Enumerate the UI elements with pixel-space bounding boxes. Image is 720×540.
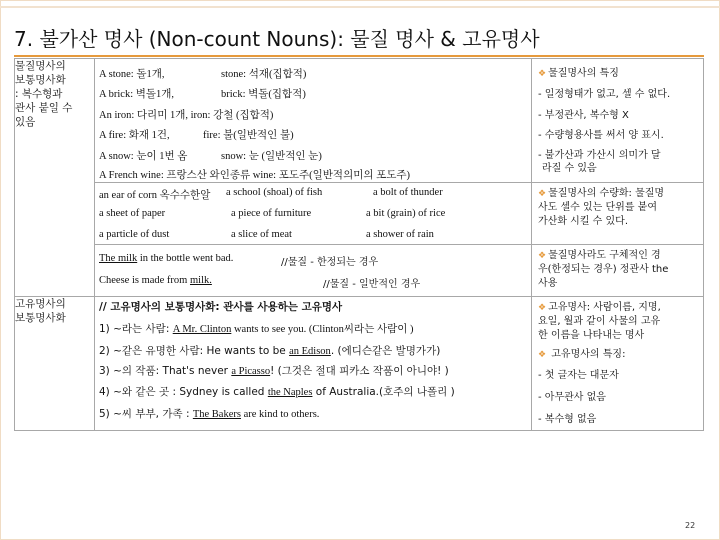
- proper-label-line: 고유명사의: [15, 298, 66, 310]
- quantification-line: 사도 셀수 있는 단위를 붙여: [538, 202, 657, 213]
- example-underlined: A Mr. Clinton: [172, 324, 232, 335]
- milk-row: [15, 245, 704, 297]
- bullet-icon: ❖: [538, 251, 547, 261]
- definite-text: 물질명사라도 구체적인 경: [548, 250, 661, 261]
- quantification-cell: [532, 183, 704, 245]
- bullet-icon: ❖: [538, 350, 547, 360]
- example-underlined: a Picasso: [231, 366, 271, 377]
- feature-line: - 수량형용사를 써서 양 표시.: [538, 130, 664, 141]
- proper-feature-line: - 첫 글자는 대문자: [538, 370, 619, 381]
- unit-item: an ear of corn 옥수수한알: [99, 190, 211, 201]
- milk-rest: Cheese is made from: [99, 275, 190, 286]
- milk-note-1: //물질 - 한정되는 경우: [281, 257, 379, 268]
- example-text: are kind to others.: [240, 409, 320, 420]
- definite-article-cell: [532, 245, 704, 297]
- unit-item: a bolt of thunder: [373, 187, 443, 198]
- proper-feature-line: - 복수형 없음: [538, 414, 597, 425]
- grammar-table: [14, 58, 704, 431]
- example-text: 5) ~씨 부부, 가족 :: [99, 408, 193, 420]
- material-label-line: 물질명사의: [15, 60, 66, 72]
- example-text: 3) ~의 작품: That's never: [99, 365, 232, 377]
- quantification-text: 물질명사의 수량화: 물질명: [548, 188, 665, 199]
- example-a: A snow: 눈이 1번 옴: [99, 151, 188, 162]
- units-cell: [95, 183, 532, 245]
- slide-title: 7. 불가산 명사 (Non-count Nouns): 물질 명사 & 고유명사: [14, 27, 540, 51]
- example-a: A brick: 벽돌1개,: [99, 89, 175, 100]
- features-heading-text: 물질명사의 특징: [548, 68, 619, 79]
- bullet-icon: ❖: [538, 189, 547, 199]
- example-text: wants to see you. (Clinton씨라는 사람이 ): [231, 324, 414, 335]
- proper-feature-line: - 아무관사 없음: [538, 392, 606, 403]
- milk-cell: [95, 245, 532, 297]
- units-row: [15, 183, 704, 245]
- example-underlined: The Bakers: [192, 409, 241, 420]
- title-underline: [14, 55, 704, 57]
- example-text: 2) ~같은 유명한 사람: He wants to be: [99, 345, 290, 357]
- milk-sentence-2: [99, 275, 212, 286]
- proper-features-cell: [532, 297, 704, 431]
- unit-item: a piece of furniture: [231, 208, 312, 219]
- example-text: 4) ~와 같은 곳 : Sydney is called: [99, 386, 268, 398]
- top-border-line: [0, 6, 720, 8]
- example-b: snow: 눈 (일반적인 눈): [221, 151, 322, 162]
- feature-line: - 부정관사, 복수형 X: [538, 110, 629, 121]
- quantification-line: 가산화 시킬 수 있다.: [538, 216, 628, 227]
- milk-sentence-1: [99, 253, 233, 264]
- example-a: An iron: 다리미 1개, iron: 강철 (집합적): [99, 110, 274, 121]
- example-b: fire: 불(일반적인 불): [203, 130, 294, 141]
- milk-rest: in the bottle went bad.: [137, 253, 234, 264]
- proper-examples-cell: [95, 297, 532, 431]
- proper-example: [99, 406, 319, 421]
- material-label-line: 보통명사화: [15, 74, 66, 86]
- proper-features-heading: [532, 348, 631, 362]
- quantification-line: [532, 187, 670, 201]
- example-a: A fire: 화재 1건,: [99, 130, 170, 141]
- proper-heading: // 고유명사의 보통명사화: 관사를 사용하는 고유명사: [99, 301, 343, 313]
- proper-row: [15, 297, 704, 431]
- definite-line: [532, 249, 667, 263]
- proper-def-line: 요일, 월과 같이 사물의 고유: [538, 316, 661, 327]
- milk-underlined: milk.: [189, 275, 212, 286]
- unit-item: a particle of dust: [99, 229, 170, 240]
- wine-example: A French wine: 프랑스산 와인종류 wine: 포도주(일반적의미의 포도주): [99, 170, 411, 181]
- features-heading: [532, 67, 625, 81]
- proper-def-line: [532, 301, 667, 315]
- proper-def-text: 고유명사: 사람이름, 지명,: [548, 302, 661, 313]
- material-label-line: 관사 붙일 수: [15, 102, 73, 114]
- feature-line: - 일정형태가 없고, 셀 수 없다.: [538, 89, 671, 100]
- page-number: 22: [685, 521, 696, 530]
- proper-def-line: 한 이름을 나타내는 명사: [538, 330, 645, 341]
- definite-line: 우(한정되는 경우) 정관사 the: [538, 264, 669, 275]
- unit-item: a school (shoal) of fish: [226, 187, 323, 198]
- unit-item: a bit (grain) of rice: [366, 208, 446, 219]
- feature-line: 라질 수 있음: [542, 163, 597, 174]
- proper-example: [99, 321, 414, 336]
- unit-item: a slice of meat: [231, 229, 292, 240]
- proper-features-heading-text: 고유명사의 특징:: [551, 349, 626, 360]
- milk-underlined: The milk: [99, 253, 138, 264]
- proper-example: [99, 384, 455, 399]
- example-underlined: an Edison: [289, 346, 331, 357]
- material-examples-cell: [95, 59, 532, 183]
- example-underlined: the Naples: [267, 387, 313, 398]
- example-b: brick: 벽돌(집합적): [221, 89, 306, 100]
- material-label-line: : 복수형과: [15, 88, 63, 100]
- feature-line: - 불가산과 가산시 의미가 달: [538, 150, 661, 161]
- material-features-cell: [532, 59, 704, 183]
- bullet-icon: ❖: [538, 69, 547, 79]
- unit-item: a shower of rain: [366, 229, 434, 240]
- milk-note-2: //물질 - 일반적인 경우: [323, 279, 421, 290]
- proper-example: [99, 343, 440, 358]
- proper-label-cell: [15, 297, 95, 431]
- proper-label-line: 보통명사화: [15, 312, 66, 324]
- proper-example: [99, 363, 449, 378]
- example-text: 1) ~라는 사람:: [99, 323, 173, 335]
- material-label-line: 있음: [15, 116, 36, 128]
- material-label-cell: [15, 59, 95, 297]
- bullet-icon: ❖: [538, 303, 547, 313]
- unit-item: a sheet of paper: [99, 208, 166, 219]
- example-a: A stone: 돌1개,: [99, 69, 165, 80]
- example-text: of Australia.(호주의 나폴리 ): [312, 386, 455, 398]
- definite-line: 사용: [538, 278, 558, 289]
- example-text: . (에디슨같은 발명가가): [330, 345, 441, 357]
- example-text: ! (그것은 절대 피카소 작품이 아니야! ): [270, 365, 449, 377]
- material-examples-row: [15, 59, 704, 183]
- example-b: stone: 석재(집합적): [221, 69, 307, 80]
